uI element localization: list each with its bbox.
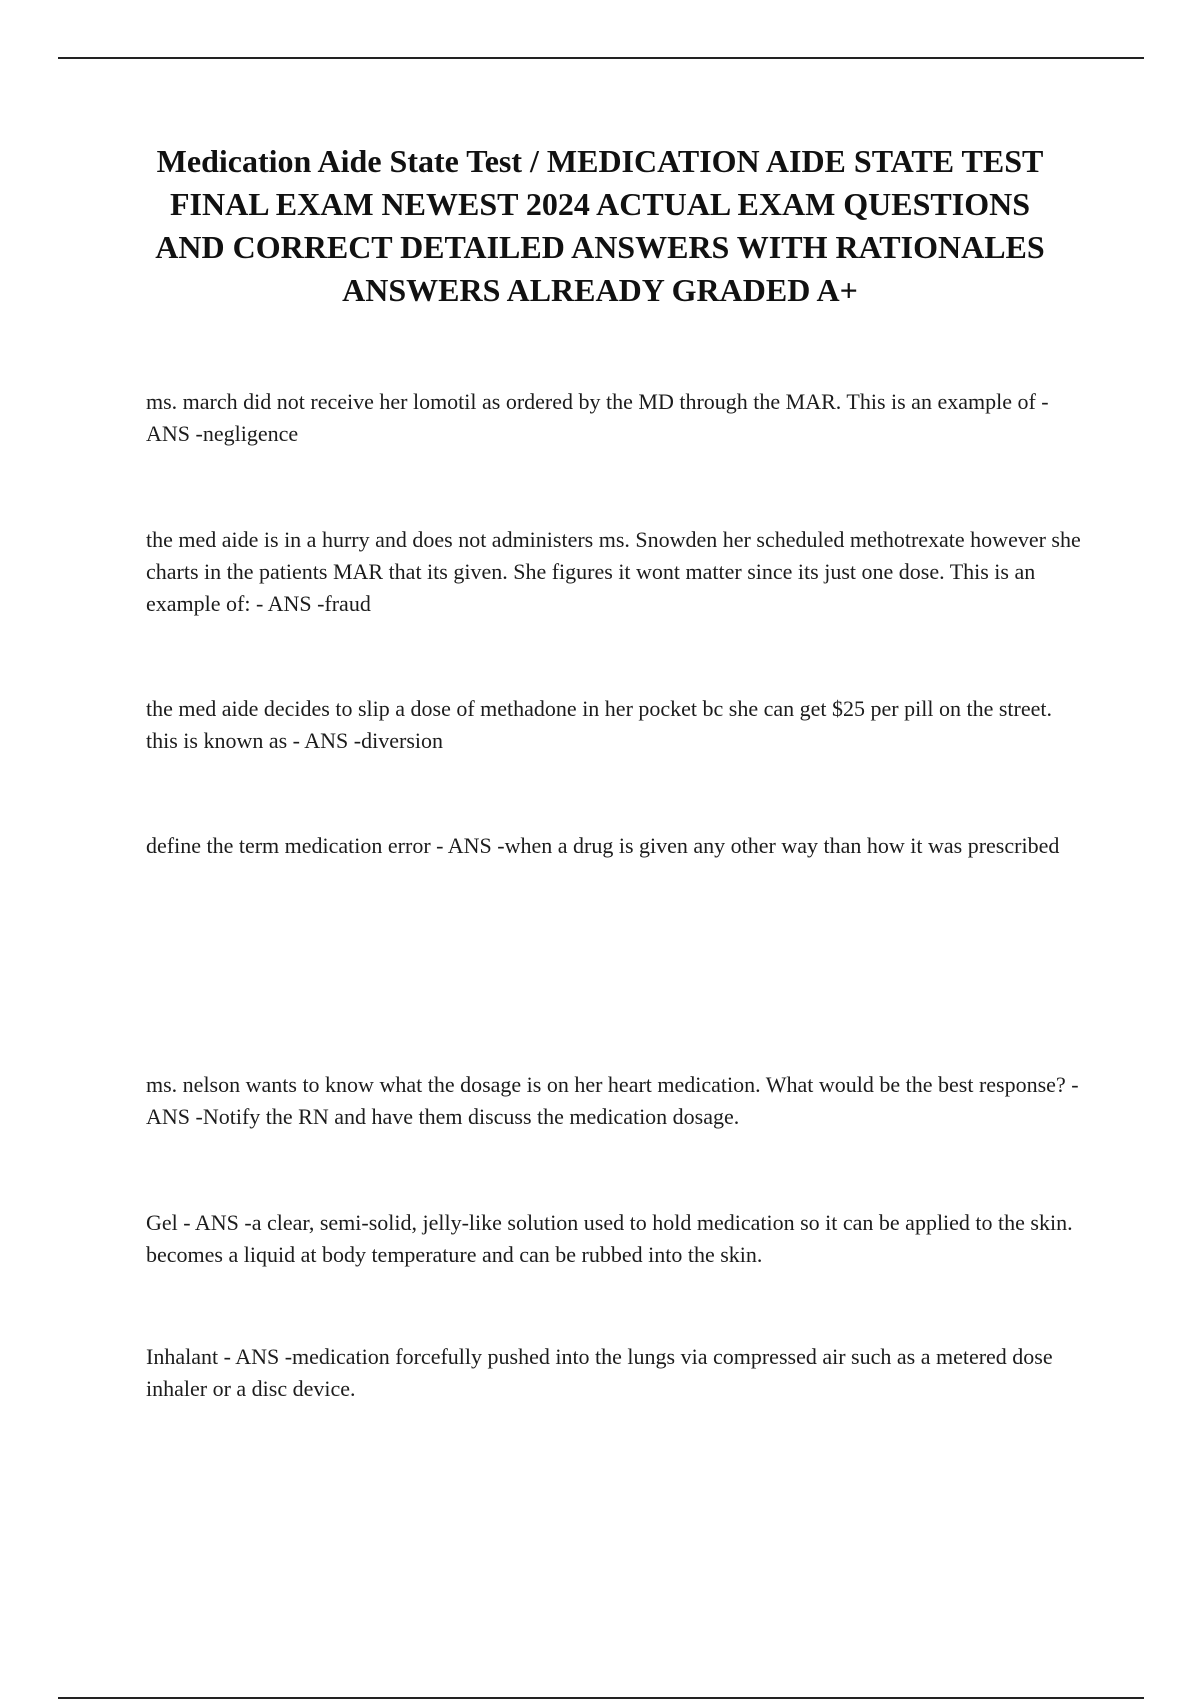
qa-entry-medication-error: define the term medication error - ANS -when a drug is given any other way than how it was prescribed bbox=[146, 833, 1060, 858]
qa-entry-negligence: ms. march did not receive her lomotil as ordered by the MD through the MAR. This is an example of - ANS -negligence bbox=[146, 389, 1049, 446]
bottom-divider bbox=[58, 1697, 1144, 1699]
qa-entry-fraud: the med aide is in a hurry and does not administers ms. Snowden her scheduled methotrexate however she charts in the patients MAR that its given. She figures it wont matter since its just one dose. This is an example of: - ANS -fraud bbox=[146, 527, 1081, 616]
qa-entry-dosage-response: ms. nelson wants to know what the dosage is on her heart medication. What would be the best response? - ANS -Notify the RN and have them discuss the medication dosage. bbox=[146, 1072, 1079, 1129]
qa-entry-diversion: the med aide decides to slip a dose of methadone in her pocket bc she can get $25 per pill on the street. this is known as - ANS -diversion bbox=[146, 696, 1052, 753]
document-title: Medication Aide State Test / MEDICATION AIDE STATE TEST FINAL EXAM NEWEST 2024 ACTUAL EXAM QUESTIONS AND CORRECT DETAILED ANSWERS WITH RATIONALES ANSWERS ALREADY GRADED A+ bbox=[155, 143, 1045, 308]
qa-entry-inhalant: Inhalant - ANS -medication forcefully pushed into the lungs via compressed air such as a metered dose inhaler or a disc device. bbox=[146, 1344, 1053, 1401]
qa-entry-gel: Gel - ANS -a clear, semi-solid, jelly-like solution used to hold medication so it can be applied to the skin. becomes a liquid at body temperature and can be rubbed into the skin. bbox=[146, 1210, 1073, 1267]
top-divider bbox=[58, 57, 1144, 59]
